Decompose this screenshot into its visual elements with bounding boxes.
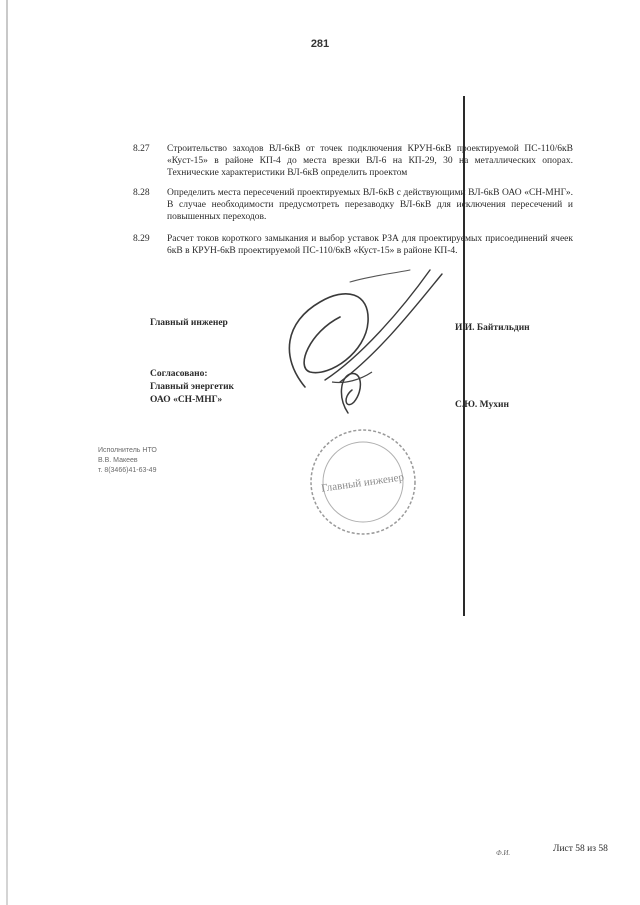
- scan-edge: [6, 0, 8, 905]
- executor-line-1: Исполнитель НТО: [98, 447, 157, 454]
- agreed-label: Согласовано:: [150, 369, 208, 379]
- company-name: ОАО «СН-МНГ»: [150, 395, 223, 405]
- chief-engineer-name: И.И. Байтильдин: [455, 323, 530, 333]
- executor-line-2: В.В. Макеев: [98, 457, 138, 464]
- item-number: 8.28: [133, 188, 150, 198]
- power-engineer-name: С.Ю. Мухин: [455, 400, 509, 410]
- item-text: Определить места пересечений проектируемых ВЛ-6кВ с действующими ВЛ-6кВ ОАО «СН-МНГ». В случае необходимости предусмотреть перезаводку ВЛ-6кВ для исключения пересечений и повышенных переходов.: [167, 188, 573, 222]
- item-number: 8.29: [133, 234, 150, 244]
- page-number: 281: [310, 38, 330, 50]
- footer-scrawl: Ф.И.: [496, 849, 511, 857]
- item-text: Строительство заходов ВЛ-6кВ от точек подключения КРУН-6кВ проектируемой ПС-110/6кВ «Куст-15» в районе КП-4 до места врезки ВЛ-6 на КП-29, 30 на металлических опорах. Технические характеристики ВЛ-6кВ определить проектом: [167, 144, 573, 178]
- item-number: 8.27: [133, 144, 150, 154]
- executor-line-3: т. 8(3466)41-63-49: [98, 467, 157, 474]
- company-stamp: [298, 392, 428, 552]
- sheet-counter: Лист 58 из 58: [553, 844, 608, 854]
- item-text: Расчет токов короткого замыкания и выбор уставок РЗА для проектируемых присоединений ячеек 6кВ в КРУН-6кВ проектируемой ПС-110/6кВ «Куст-15» в районе КП-4.: [167, 234, 573, 256]
- chief-power-engineer-title: Главный энергетик: [150, 382, 235, 392]
- chief-engineer-title: Главный инженер: [150, 318, 228, 328]
- stamp-label: Главный инженер: [320, 471, 405, 495]
